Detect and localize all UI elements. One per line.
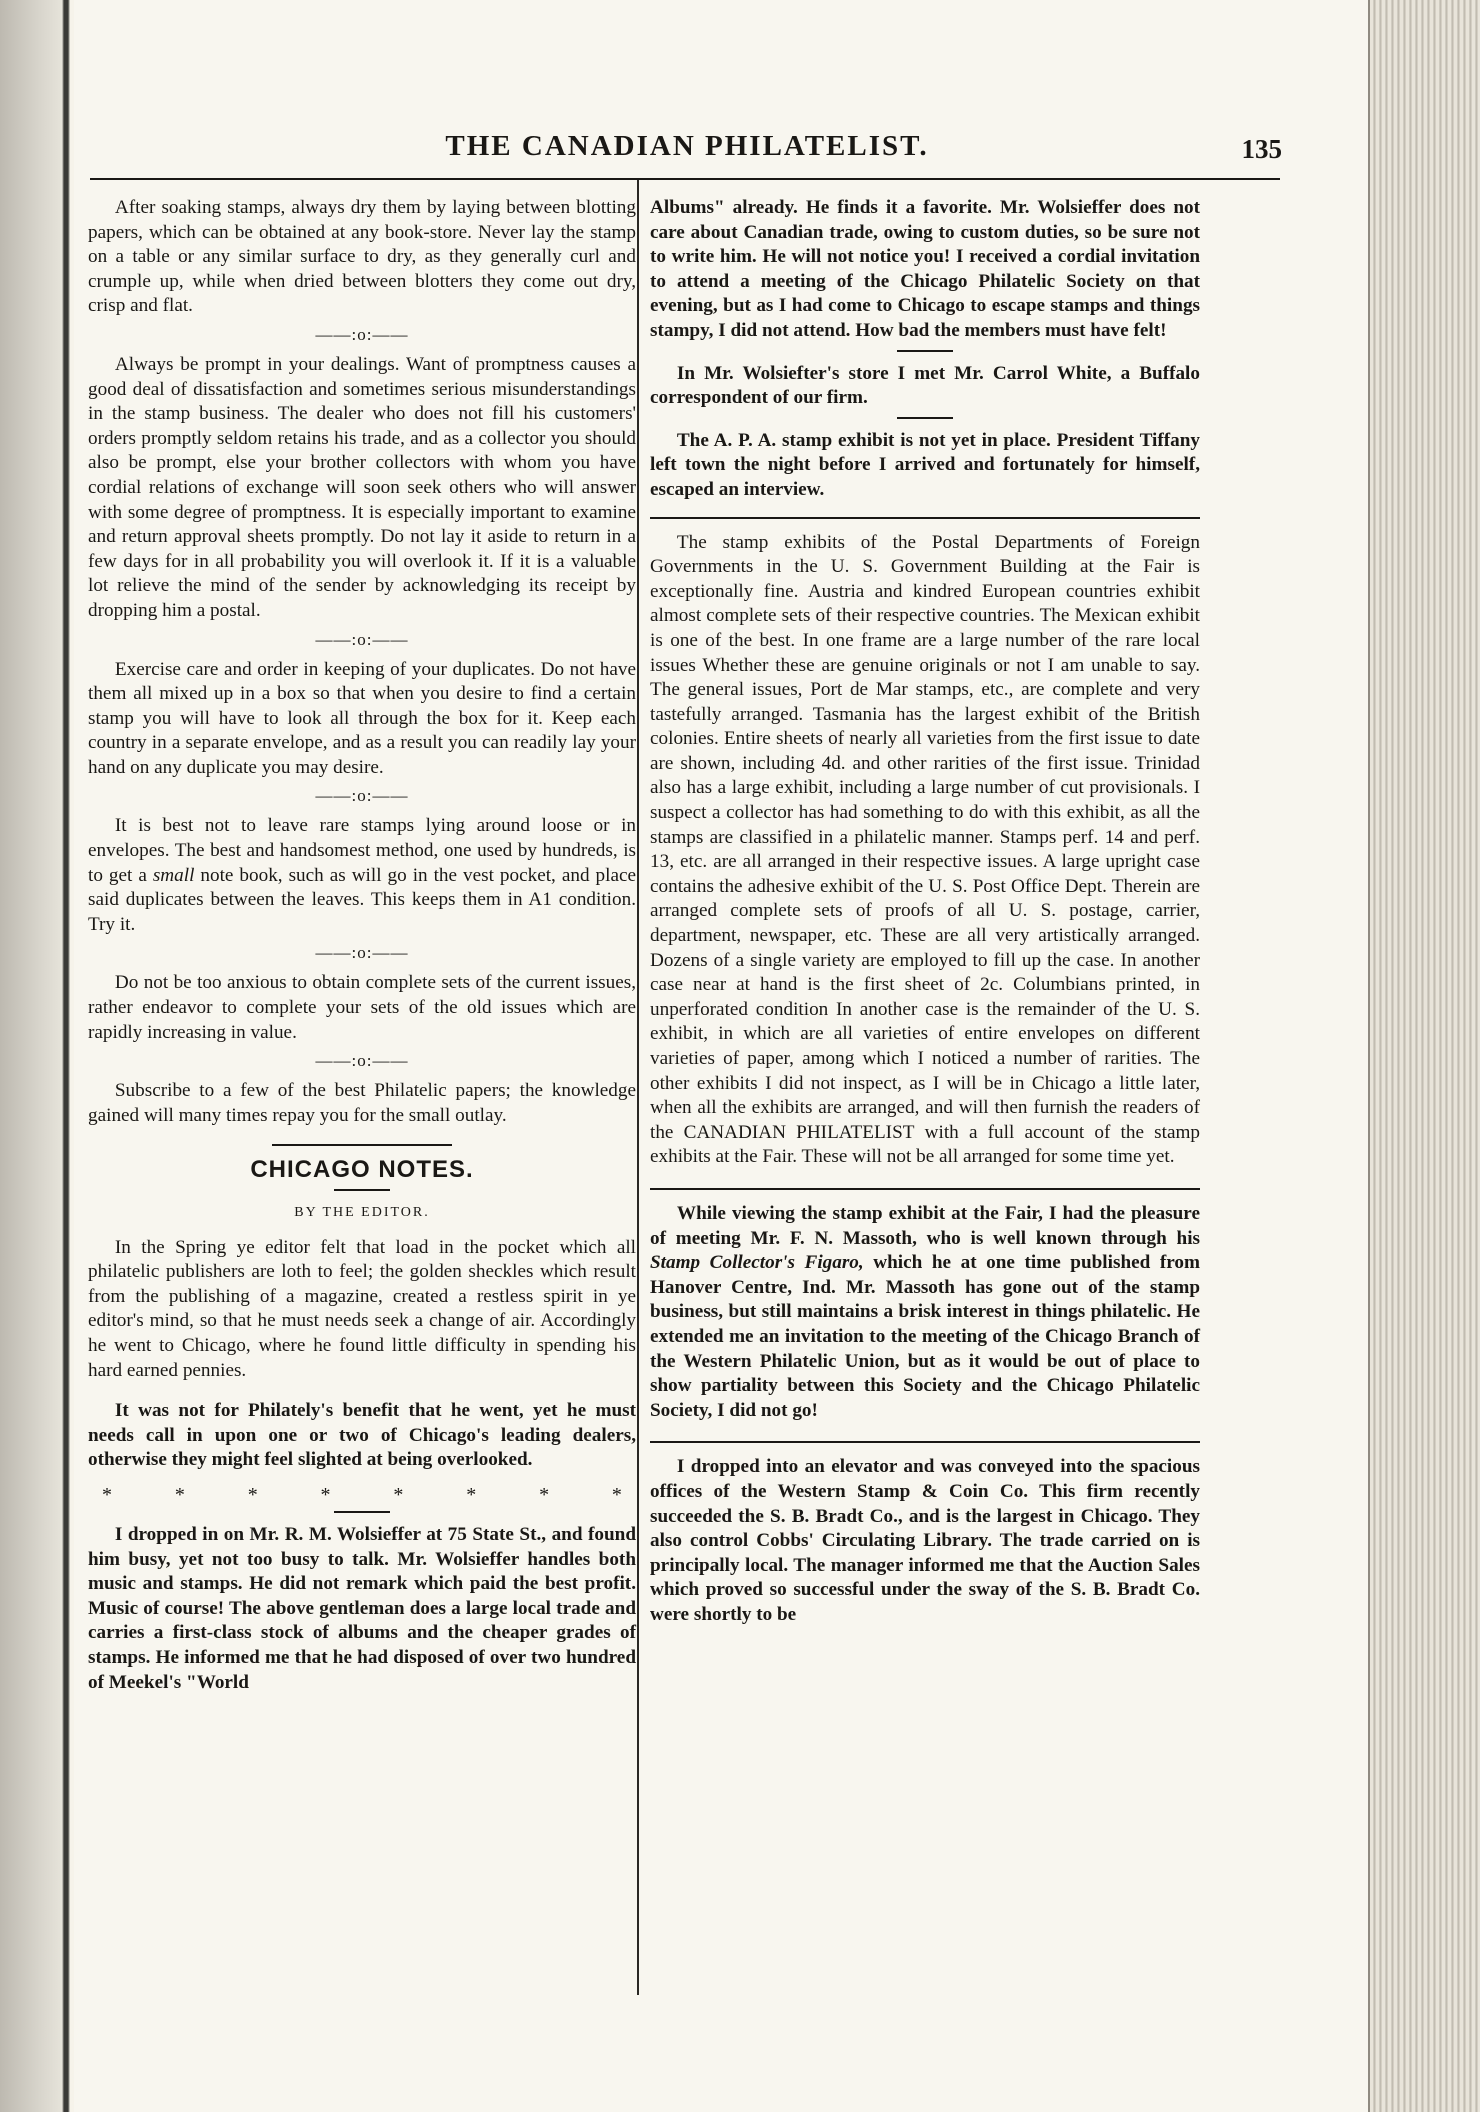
- paragraph-apa-exhibit: The A. P. A. stamp exhibit is not yet in place. President Tiffany left town the night before I arrived and fortunately for himself, escaped an interview.: [650, 429, 1200, 500]
- right-column: [650, 196, 1200, 1627]
- short-rule: [897, 350, 953, 352]
- paragraph-complete-sets: Do not be too anxious to obtain complete sets of the current issues, rather endeavor to complete your sets of the old issues which are rapidly increasing in value.: [88, 972, 636, 1043]
- star-separator: [88, 1483, 636, 1505]
- section-rule: [650, 517, 1200, 519]
- star: *: [611, 1483, 622, 1506]
- star: *: [247, 1483, 258, 1506]
- page-edges-right: [1368, 0, 1480, 2112]
- short-rule: [334, 1511, 390, 1513]
- separator: ——:o:——: [315, 324, 409, 344]
- running-header: [90, 130, 1284, 174]
- left-column: [88, 196, 636, 1695]
- header-title: THE CANADIAN PHILATELIST.: [445, 130, 929, 162]
- section-rule: [650, 1188, 1200, 1190]
- paragraph-massoth: While viewing the stamp exhibit at the Fair, I had the pleasure of meeting Mr. F. N. Massoth, who is well known through his Stamp Collector's Figaro, which he at one time published from Hanover Centre, Ind. Mr. Massoth has gone out of the stamp business, but still maintains a brisk interest in things philatelic. He extended me an invitation to the meeting of the Chicago Branch of the Western Philatelic Union, but as it would be out of place to show partiality between this Society and the Chicago Philatelic Society, I did not go!: [650, 1202, 1200, 1421]
- star: *: [102, 1483, 112, 1506]
- section-title: CHICAGO NOTES.: [250, 1156, 474, 1184]
- short-rule: [897, 417, 953, 419]
- paragraph-carrol-white: In Mr. Wolsiefter's store I met Mr. Carrol White, a Buffalo correspondent of our firm.: [650, 362, 1200, 409]
- star: *: [320, 1483, 331, 1506]
- paragraph-duplicates: Exercise care and order in keeping of your duplicates. Do not have them all mixed up in a box so that when you desire to find a certain stamp you will have to look all through the box for it. Keep each country in a separate envelope, and as a result you can readily lay your hand on any duplicate you may desire.: [88, 658, 636, 778]
- star: *: [539, 1483, 550, 1506]
- paragraph-philately-benefit: It was not for Philately's benefit that he went, yet he must needs call in upon one or two of Chicago's leading dealers, otherwise they might feel slighted at being overlooked.: [88, 1400, 636, 1471]
- star: *: [466, 1483, 477, 1506]
- paragraph-promptness: Always be prompt in your dealings. Want of promptness causes a good deal of dissatisfaction and sometimes serious misunderstandings in the stamp business. The dealer who does not fill his customers' orders promptly seldom retains his trade, and as a collector you should also be prompt, else your brother collectors with whom you have cordial relations of exchange will soon seek others who will answer with some degree of promptness. It is especially important to examine and return approval sheets promptly. Do not lay it aside to return in a few days for in all probability you will overlook it. If it is a valuable lot relieve the mind of the sender by acknowledging its receipt by dropping him a postal.: [88, 353, 636, 621]
- section-rule: [650, 1441, 1200, 1443]
- paragraph-wolsieffer: I dropped in on Mr. R. M. Wolsieffer at 75 State St., and found him busy, yet not too busy to talk. Mr. Wolsieffer handles both music and stamps. He did not remark which paid the best profit. Music of course! The above gentleman does a large local trade and carries a first-class stock of albums and the cheaper grades of stamps. He informed me that he had disposed of over two hundred of Meekel's "World: [88, 1523, 636, 1693]
- paragraph-western-stamp: I dropped into an elevator and was conveyed into the spacious offices of the Western Stamp & Coin Co. This firm recently succeeded the S. B. Bradt Co., and is the largest in Chicago. They also control Cobbs' Circulating Library. The trade carried on is principally local. The manager informed me that the Auction Sales which proved so successful under the sway of the S. B. Bradt Co. were shortly to be: [650, 1456, 1200, 1625]
- separator: ——:o:——: [315, 786, 409, 806]
- book-binding-left: [0, 0, 70, 2112]
- page-number: 135: [1241, 134, 1282, 164]
- paragraph-postal-exhibits: The stamp exhibits of the Postal Departments of Foreign Governments in the U. S. Government Building at the Fair is exceptionally fine. Austria and kindred European countries exhibit almost complete sets of their respective countries. The Mexican exhibit is one of the best. In one frame are a large number of the rare local issues Whether these are genuine originals or not I am unable to say. The general issues, Port de Mar stamps, etc., are complete and very tastefully arranged. Tasmania has the largest exhibit of the British colonies. Entire sheets of nearly all varieties from the first issue to date are shown, including 4d. and other rarities of the first issue. Trinidad also has a large exhibit, including a large number of cut provisionals. I suspect a collector has had something to do with this exhibit, as all the stamps are classified in a philatelic manner. Stamps perf. 14 and perf. 13, etc. are all arranged in their respective issues. A large upright case contains the adhesive exhibit of the U. S. Post Office Dept. Therein are arranged complete sets of proofs of all U. S. postage, carrier, department, newspaper, etc. These are all very artistically arranged. Dozens of a single variety are employed to fill up the case. In another case near at hand is the first sheet of 2c. Columbians printed, in unperforated condition In another case is the remainder of the U. S. exhibit, in which are all varieties of entire envelopes on different varieties of paper, among which I noticed a number of rarities. The other exhibits I did not inspect, as I will be in Chicago a little later, when all the exhibits are arranged, and will then furnish the readers of the CANADIAN PHILATELIST with a full account of the stamp exhibits at the Fair. These will not be all arranged for some time yet.: [650, 531, 1200, 1168]
- paragraph-subscribe: Subscribe to a few of the best Philatelic papers; the knowledge gained will many times repay you for the small outlay.: [88, 1080, 636, 1126]
- separator: ——:o:——: [315, 1051, 409, 1071]
- header-rule: [90, 178, 1280, 180]
- byline: BY THE EDITOR.: [294, 1205, 430, 1220]
- star: *: [393, 1483, 404, 1506]
- paragraph-soaking-stamps: After soaking stamps, always dry them by laying between blotting papers, which can be obtained at any book-store. Never lay the stamp on a table or any similar surface to dry, as they generally curl and crumple up, while when dried between blotters they come out dry, crisp and flat.: [88, 197, 636, 317]
- separator: ——:o:——: [315, 943, 409, 963]
- section-rule: [272, 1144, 452, 1146]
- column-divider: [637, 180, 639, 1995]
- paragraph-albums: Albums" already. He finds it a favorite. Mr. Wolsieffer does not care about Canadian trade, owing to custom duties, so be sure not to write him. He will not notice you! I received a cordial invitation to attend a meeting of the Chicago Philatelic Society on that evening, but as I had come to Chicago to escape stamps and things stampy, I did not attend. How bad the members must have felt!: [650, 197, 1200, 341]
- paragraph-rare-stamps: It is best not to leave rare stamps lying around loose or in envelopes. The best and handsomest method, one used by hundreds, is to get a small note book, such as will go in the vest pocket, and place said duplicates between the leaves. This keeps them in A1 condition. Try it.: [88, 815, 636, 935]
- separator: ——:o:——: [315, 629, 409, 649]
- title-rule: [334, 1189, 390, 1191]
- star: *: [174, 1483, 185, 1506]
- paragraph-spring: In the Spring ye editor felt that load in the pocket which all philatelic publishers are loth to feel; the golden sheckles which result from the publishing of a magazine, created a restless spirit in ye editor's mind, so that he must needs seek a change of air. Accordingly he went to Chicago, where he found little difficulty in spending his hard earned pennies.: [88, 1236, 636, 1381]
